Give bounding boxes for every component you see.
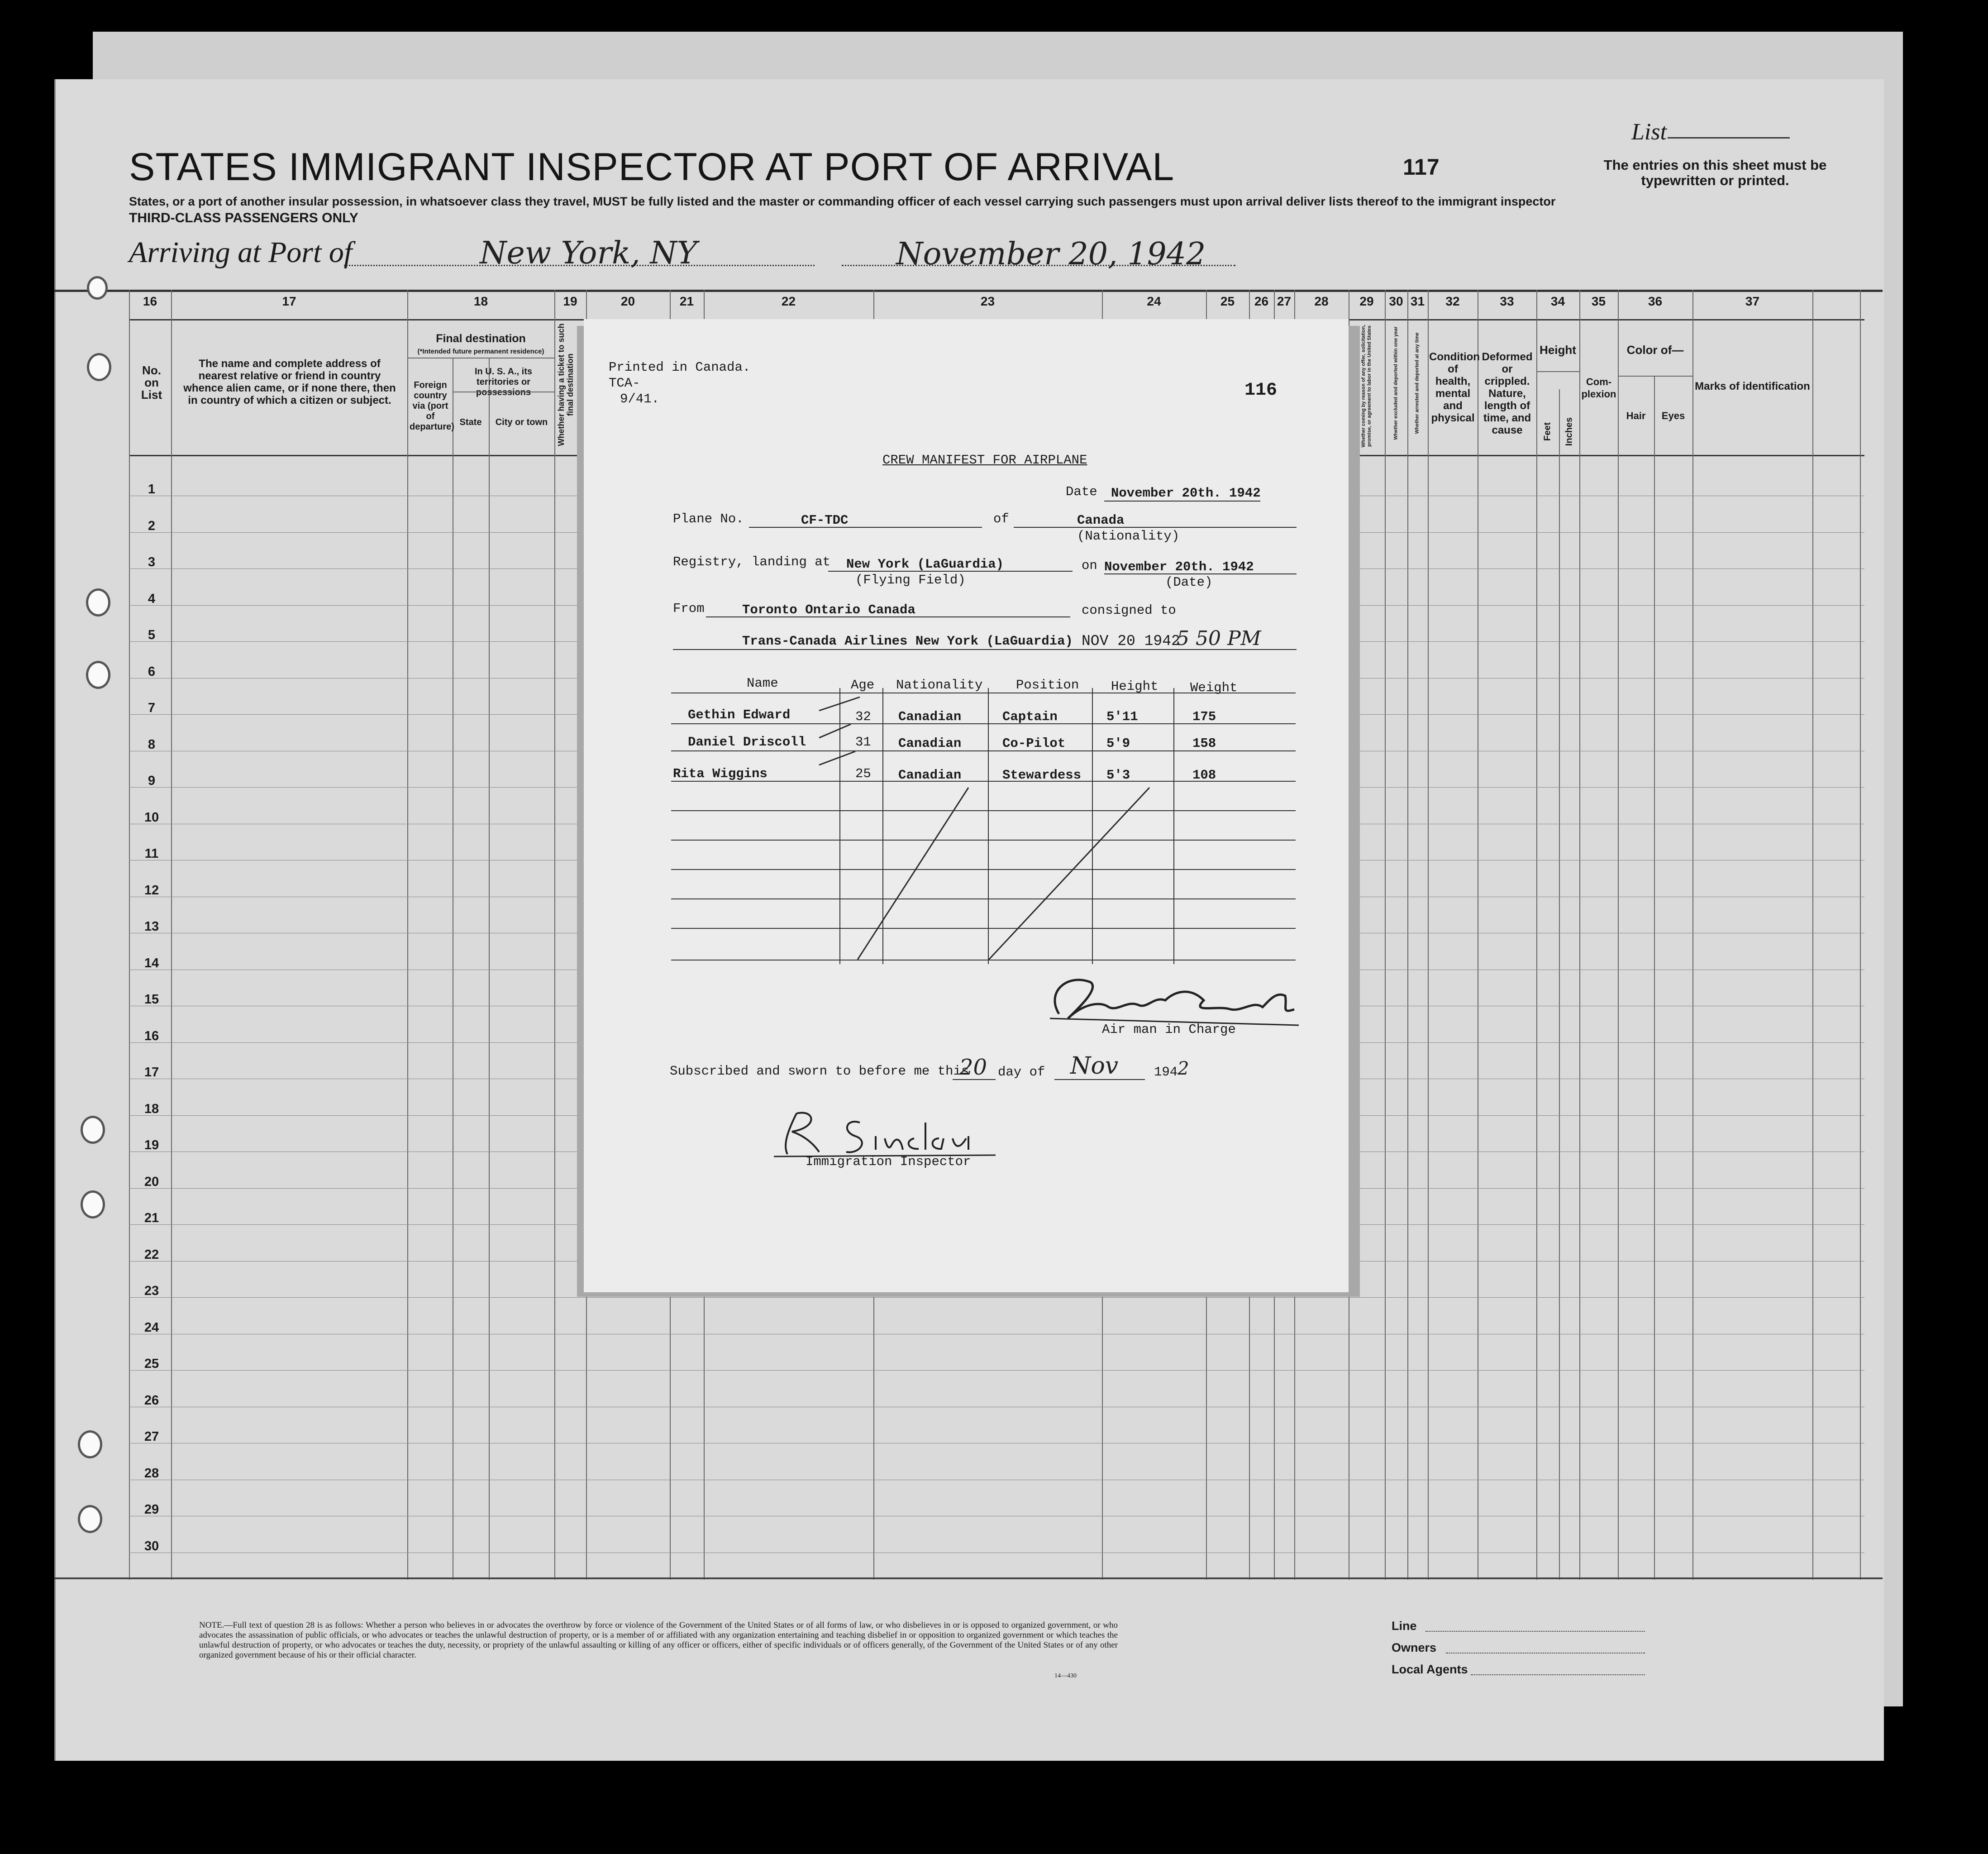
col-excluded-header: Whether excluded and deported within one year xyxy=(1393,326,1399,440)
col-line xyxy=(1618,290,1619,1580)
crew-age: 25 xyxy=(855,766,871,781)
col-line xyxy=(1654,376,1655,1580)
column-number: 33 xyxy=(1500,294,1514,308)
col-line xyxy=(171,290,172,1580)
owners-label: Owners xyxy=(1392,1641,1437,1654)
row-number: 12 xyxy=(144,883,159,898)
sworn-month: Nov xyxy=(1070,1052,1119,1080)
row-number: 15 xyxy=(144,992,159,1007)
arrival-stamp: NOV 20 1942 xyxy=(1082,633,1180,650)
local-agents-label: Local Agents xyxy=(1392,1663,1468,1676)
column-number: 30 xyxy=(1389,294,1403,308)
row-number: 5 xyxy=(148,628,156,642)
col-feet-header: Feet xyxy=(1542,422,1553,441)
column-number: 19 xyxy=(563,294,577,308)
arriving-label: Arriving at Port of xyxy=(129,236,353,269)
column-number: 36 xyxy=(1648,294,1663,308)
of-label: of xyxy=(993,511,1009,526)
height-rule xyxy=(1536,371,1579,372)
table-row-line xyxy=(129,1370,1864,1371)
col-final-destination-note: (*Intended future permanent residence) xyxy=(417,348,544,355)
column-number: 35 xyxy=(1591,294,1606,308)
punch-hole xyxy=(87,276,108,300)
punch-hole xyxy=(86,588,110,616)
plane-line xyxy=(749,527,982,528)
col-line xyxy=(1428,290,1429,1580)
captain-caption: Air man in Charge xyxy=(1102,1022,1236,1037)
col-line xyxy=(1579,290,1580,1580)
sworn-year-digit: 2 xyxy=(1178,1058,1189,1079)
crew-position: Co-Pilot xyxy=(1002,736,1066,751)
line-field xyxy=(1425,1631,1645,1632)
manifest-date: November 20th. 1942 xyxy=(1111,486,1261,501)
col-city-header: City or town xyxy=(495,417,548,427)
list-label: List xyxy=(1631,119,1667,145)
column-number: 24 xyxy=(1147,294,1161,308)
col-color-header: Color of— xyxy=(1626,343,1684,357)
col-height-header: Height xyxy=(1540,343,1576,357)
crew-position: Captain xyxy=(1002,709,1058,724)
form-number: 14—430 xyxy=(1054,1672,1077,1679)
manifest-heading: CREW MANIFEST FOR AIRPLANE xyxy=(882,453,1087,468)
flying-field-caption: (Flying Field) xyxy=(855,573,966,588)
local-agents-field xyxy=(1471,1674,1645,1675)
column-number: 23 xyxy=(980,294,995,308)
col-line xyxy=(1812,290,1813,1580)
date-line xyxy=(1104,501,1260,502)
punch-hole xyxy=(81,1116,105,1144)
column-number: 29 xyxy=(1359,294,1374,308)
col-ticket-header: Whether having a ticket to such final destination xyxy=(557,323,575,446)
col-deformed-header: Deformed or crippled. Nature, length of time, and cause xyxy=(1482,351,1533,436)
row-number: 17 xyxy=(144,1065,159,1080)
consigned-label: consigned to xyxy=(1082,603,1176,618)
col-foreign-country-header: Foreign country via (port of departure) xyxy=(410,380,454,432)
crew-header-position: Position xyxy=(1016,678,1079,693)
crew-height: 5'11 xyxy=(1106,709,1138,724)
manifest-form-date: 9/41. xyxy=(620,392,660,406)
col-inches-header: Inches xyxy=(1564,417,1574,446)
crew-weight: 158 xyxy=(1192,736,1216,751)
column-number: 17 xyxy=(282,294,296,308)
column-number: 32 xyxy=(1445,294,1460,308)
row-number: 6 xyxy=(148,664,156,679)
column-number: 27 xyxy=(1277,294,1292,308)
date-label: Date xyxy=(1066,484,1097,499)
registry-label: Registry, landing at xyxy=(673,554,831,569)
column-number: 28 xyxy=(1314,294,1329,308)
crew-header-height: Height xyxy=(1111,679,1158,694)
third-class-label: THIRD-CLASS PASSENGERS ONLY xyxy=(129,210,358,225)
crew-weight: 175 xyxy=(1192,709,1216,724)
row-number: 2 xyxy=(148,518,156,533)
list-field xyxy=(1668,137,1790,139)
crew-nationality: Canadian xyxy=(898,736,962,751)
manifest-page-number: 116 xyxy=(1244,380,1278,401)
crew-name: Rita Wiggins xyxy=(673,766,768,781)
column-number: 18 xyxy=(473,294,488,308)
punch-hole xyxy=(78,1430,102,1458)
row-number: 25 xyxy=(144,1357,159,1371)
crew-age: 31 xyxy=(855,735,871,750)
column-number: 22 xyxy=(781,294,796,308)
crew-name: Daniel Driscoll xyxy=(688,735,806,750)
punch-hole xyxy=(81,1190,105,1218)
nationality-caption: (Nationality) xyxy=(1077,529,1180,544)
line-label: Line xyxy=(1392,1619,1417,1633)
col-state-header: State xyxy=(459,417,482,427)
nationality-line xyxy=(1014,527,1297,528)
row-number: 8 xyxy=(148,737,156,752)
registry-airport: New York (LaGuardia) xyxy=(846,557,1004,572)
column-number: 20 xyxy=(620,294,635,308)
form-title: STATES IMMIGRANT INSPECTOR AT PORT OF ARRIVAL xyxy=(129,145,1175,189)
row-number: 16 xyxy=(144,1028,159,1043)
col-final-destination-header: Final destination xyxy=(436,332,526,345)
column-number: 21 xyxy=(679,294,694,308)
column-number: 16 xyxy=(143,294,157,308)
crew-header-nationality: Nationality xyxy=(896,678,983,693)
crew-header-age: Age xyxy=(851,678,875,693)
row-number: 7 xyxy=(148,701,156,715)
col-line xyxy=(1385,290,1386,1580)
col-line xyxy=(1860,290,1861,1580)
row-number: 13 xyxy=(144,919,159,934)
col-line xyxy=(1692,290,1693,1580)
on-label: on xyxy=(1082,558,1097,573)
col-relative-address-header: The name and complete address of nearest relative or friend in country whence alien came, or if none there, then in country of which a citizen or subject. xyxy=(183,358,396,406)
sworn-day: 20 xyxy=(959,1055,987,1080)
footer-rule xyxy=(54,1577,1883,1579)
col-line xyxy=(489,358,490,1580)
crew-name: Gethin Edward xyxy=(688,707,791,722)
color-rule xyxy=(1618,376,1692,377)
plane-label: Plane No. xyxy=(673,511,744,526)
table-top-rule xyxy=(54,290,1883,292)
punch-hole xyxy=(86,661,110,689)
from-label: From xyxy=(673,601,705,616)
col-labor-offer-header: Whether coming by reason of any offer, solicitation, promise, or agreement to labor in the United States xyxy=(1361,325,1372,448)
consignee: Trans-Canada Airlines New York (LaGuardia) xyxy=(742,634,1073,649)
crew-header-name: Name xyxy=(747,676,778,691)
plane-nationality: Canada xyxy=(1077,513,1125,528)
plane-number: CF-TDC xyxy=(801,513,849,528)
crew-height: 5'9 xyxy=(1106,736,1130,751)
row-number: 19 xyxy=(144,1138,159,1152)
sworn-day-label: day of xyxy=(998,1065,1045,1080)
row-number: 4 xyxy=(148,591,156,606)
col-marks-header: Marks of identification xyxy=(1695,380,1810,392)
column-number: 26 xyxy=(1254,294,1269,308)
row-number: 23 xyxy=(144,1284,159,1298)
col-line xyxy=(1407,290,1408,1580)
registry-date: November 20th. 1942 xyxy=(1104,559,1254,574)
column-number: 31 xyxy=(1410,294,1425,308)
col-no-on-list-header: No. on List xyxy=(141,363,162,401)
row-number: 1 xyxy=(148,482,156,497)
col-line xyxy=(129,290,130,1580)
column-number: 34 xyxy=(1550,294,1565,308)
row-number: 27 xyxy=(144,1429,159,1444)
punch-hole xyxy=(87,353,111,381)
crew-nationality: Canadian xyxy=(898,709,962,724)
date-caption: (Date) xyxy=(1165,575,1213,590)
row-number: 9 xyxy=(148,774,156,788)
entries-note: The entries on this sheet must be typewritten or printed. xyxy=(1603,157,1827,188)
arriving-port: New York, NY xyxy=(480,235,697,271)
row-number: 21 xyxy=(144,1211,159,1225)
col-eyes-header: Eyes xyxy=(1661,410,1685,421)
row-number: 20 xyxy=(144,1174,159,1189)
inspector-caption: Immigration Inspector xyxy=(806,1154,971,1169)
punch-hole xyxy=(78,1505,102,1533)
row-number: 22 xyxy=(144,1247,159,1262)
sworn-year: 194 xyxy=(1154,1065,1178,1080)
sworn-text: Subscribed and sworn to before me this xyxy=(670,1064,969,1079)
row-number: 11 xyxy=(144,846,159,861)
row-number: 3 xyxy=(148,555,156,569)
sheet-number: 117 xyxy=(1403,154,1440,180)
row-number: 14 xyxy=(144,956,159,970)
form-subtitle: States, or a port of another insular possession, in whatsoever class they travel, MUST be fully listed and the master or commanding officer of each vessel carrying such passengers must upon arrival deliver lists thereof to the immigrant inspector xyxy=(129,195,1556,208)
col-arrested-header: Whether arrested and deported at any time xyxy=(1414,332,1420,434)
row-number: 10 xyxy=(144,810,159,825)
col-usa-header: In U. S. A., its territories or possessions xyxy=(474,367,533,397)
blank-row-strikes xyxy=(670,688,1303,969)
row-number: 28 xyxy=(144,1466,159,1481)
row-number: 30 xyxy=(144,1539,159,1553)
question-28-note: NOTE.—Full text of question 28 is as follows: Whether a person who believes in or advocates the overthrow by force or violence of the Government of the United States or of all forms of law, or who disbelieves in or is opposed to organized government, or who advocates the assassination of public officials, or who advocates or teaches the unlawful destruction of property, or is a member of or affiliated with any organization entertaining and teaching disbelief in or opposition to organized government or which teaches the unlawful destruction of property, or who advocates or teaches the duty, necessity, or propriety of the unlawful assaulting or killing of any officer or officers, either of specific individuals or of officers generally, of the Government of the United States or of any other organized government because of his or their official character. xyxy=(199,1620,1118,1660)
row-number: 26 xyxy=(144,1393,159,1408)
row-number: 24 xyxy=(144,1320,159,1335)
row-number: 18 xyxy=(144,1101,159,1116)
column-number: 25 xyxy=(1220,294,1235,308)
row-number: 29 xyxy=(144,1502,159,1517)
manifest-form-code: TCA- xyxy=(609,376,640,391)
column-number: 37 xyxy=(1745,294,1760,308)
crew-height: 5'3 xyxy=(1106,768,1130,783)
col-line xyxy=(1536,290,1537,1580)
col-line xyxy=(1559,389,1560,1580)
crew-age: 32 xyxy=(855,709,871,724)
crew-position: Stewardess xyxy=(1002,768,1082,783)
col-complexion-header: Com- plexion xyxy=(1581,376,1616,400)
crew-weight: 108 xyxy=(1192,768,1216,783)
from-location: Toronto Ontario Canada xyxy=(742,602,915,617)
table-row-line xyxy=(129,1297,1864,1298)
col-hair-header: Hair xyxy=(1626,410,1646,421)
arriving-date: November 20, 1942 xyxy=(896,236,1206,272)
col-health-header: Condition of health, mental and physical xyxy=(1429,351,1480,424)
col-line xyxy=(554,290,555,1580)
col-line xyxy=(407,290,408,1580)
crew-nationality: Canadian xyxy=(898,768,962,783)
arrival-time: 5 50 PM xyxy=(1177,627,1261,650)
printed-in-canada: Printed in Canada. xyxy=(609,360,751,375)
crew-header-weight: Weight xyxy=(1190,680,1238,695)
